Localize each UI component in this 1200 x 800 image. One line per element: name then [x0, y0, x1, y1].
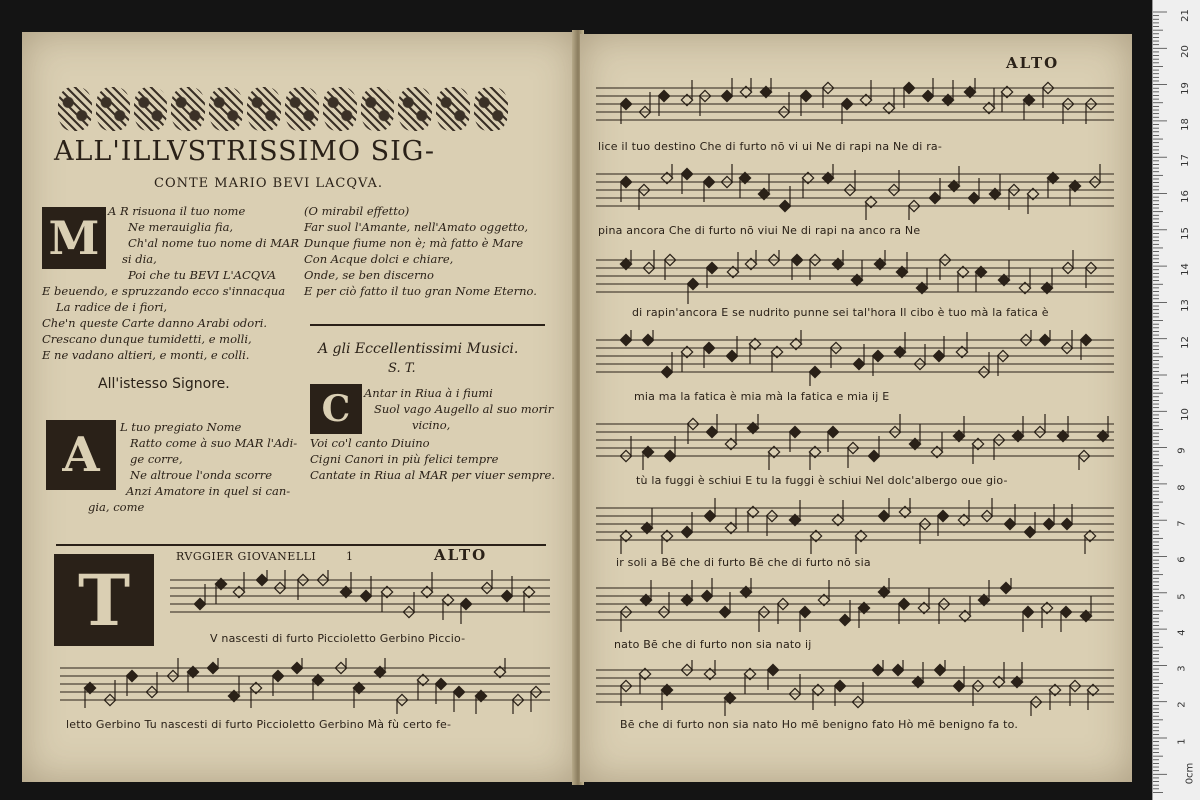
note-head	[706, 426, 717, 437]
poem-line: Crescano dunque tumidetti, e molli,	[42, 332, 252, 346]
poem-line: Ch'al nome tuo nome di MAR	[128, 236, 299, 250]
note-head	[903, 82, 914, 93]
note-head	[934, 664, 945, 675]
note-head	[681, 168, 692, 179]
ruler-label: 10	[1179, 408, 1191, 421]
note-head	[256, 574, 267, 585]
poem-line: (O mirabil effetto)	[304, 204, 410, 218]
lyric-line: tù la fuggi è schiui E tu la fuggi è schiui Nel dolc'albergo oue gio-	[636, 474, 1008, 487]
note-head	[1022, 606, 1033, 617]
note-head	[194, 598, 205, 609]
piece-number: 1	[346, 550, 353, 563]
lyric-line: pina ancora Che di furto nō viui Ne di rapi na anco ra Ne	[598, 224, 921, 237]
ornamental-border	[58, 87, 508, 131]
poem-line: E per ciò fatto il tuo gran Nome Eterno.	[304, 284, 537, 298]
note-head	[1061, 518, 1072, 529]
note-head	[1000, 582, 1011, 593]
note-head	[853, 358, 864, 369]
note-head	[706, 262, 717, 273]
note-head	[620, 334, 631, 345]
note-head	[207, 662, 218, 673]
poem-line: Ne merauiglia fia,	[128, 220, 234, 234]
note-head	[767, 664, 778, 675]
note-head	[933, 350, 944, 361]
lyric-line: V nascesti di furto Piccioletto Gerbino Piccio-	[210, 632, 466, 645]
dropcap-a: A	[46, 420, 116, 490]
lyric-line: letto Gerbino Tu nascesti di furto Piccioletto Gerbino Mà fù certo fe-	[66, 718, 452, 731]
voice-part-label: ALTO	[434, 546, 488, 564]
ruler-label: 18	[1179, 118, 1191, 131]
ruler-label: 0cm	[1184, 762, 1196, 785]
ruler-label: 20	[1179, 45, 1191, 58]
ruler-label: 4	[1176, 629, 1188, 636]
note-head	[703, 176, 714, 187]
note-head	[892, 664, 903, 675]
section-3-subtitle: S. T.	[388, 361, 416, 376]
poem-line: Suol vago Augello al suo morir	[374, 402, 554, 416]
poem-line: E beuendo, e spruzzando ecco s'innacqua	[42, 284, 286, 298]
note-head	[658, 90, 669, 101]
note-head	[922, 90, 933, 101]
note-head	[291, 662, 302, 673]
ruler-label: 16	[1179, 190, 1191, 203]
ruler-label: 19	[1179, 82, 1191, 95]
note-head	[878, 510, 889, 521]
poem-line: ge corre,	[130, 452, 183, 466]
note-head	[872, 350, 883, 361]
poem-line: vicino,	[412, 418, 451, 432]
poem-line: L tuo pregiato Nome	[120, 420, 242, 434]
music-staff	[596, 578, 1114, 634]
music-staff	[170, 570, 550, 626]
note-head	[809, 366, 820, 377]
music-staff	[596, 164, 1114, 220]
poem-line: Ne altroue l'onda scorre	[130, 468, 273, 482]
note-head	[453, 686, 464, 697]
ruler-label: 8	[1176, 484, 1188, 491]
ruler-label: 14	[1179, 263, 1191, 276]
note-head	[779, 200, 790, 211]
note-head	[872, 664, 883, 675]
dedication-subtitle: CONTE MARIO BEVI LACQVA.	[154, 176, 384, 191]
section-3-title: A gli Eccellentissimi Musici.	[318, 341, 519, 357]
note-head	[1004, 518, 1015, 529]
note-head	[1060, 606, 1071, 617]
note-head	[701, 590, 712, 601]
poem-line: Poi che tu BEVI L'ACQVA	[128, 268, 277, 282]
poem-line: Dunque fiume non è; mà fatto è Mare	[304, 236, 524, 250]
lyric-line: lice il tuo destino Che di furto nō vi ui Ne di rapi na Ne di ra-	[598, 140, 943, 153]
dropcap-t: T	[54, 554, 154, 646]
note-head	[704, 510, 715, 521]
music-staff	[596, 78, 1114, 134]
note-head	[1024, 526, 1035, 537]
music-staff	[596, 250, 1114, 306]
note-head	[642, 334, 653, 345]
ruler-label: 21	[1179, 9, 1191, 22]
section-divider	[310, 324, 545, 326]
poem-line: Cigni Canori in più felici tempre	[310, 452, 499, 466]
note-head	[1043, 518, 1054, 529]
note-head	[953, 680, 964, 691]
music-staff	[596, 330, 1114, 386]
ruler-label: 15	[1179, 227, 1191, 240]
note-head	[620, 176, 631, 187]
poem-line: A R risuona il tuo nome	[108, 204, 246, 218]
dedication-title: ALL'ILLVSTRISSIMO SIG-	[54, 136, 436, 167]
music-staff	[596, 414, 1114, 470]
ruler-label: 3	[1176, 665, 1188, 672]
poem-line: Anzi Amatore in quel si can-	[126, 484, 291, 498]
note-head	[126, 670, 137, 681]
poem-line: La radice de i fiori,	[56, 300, 168, 314]
voice-part-label: ALTO	[1006, 54, 1060, 72]
note-head	[898, 598, 909, 609]
note-head	[272, 670, 283, 681]
poem-line: Onde, se ben discerno	[304, 268, 434, 282]
note-head	[703, 342, 714, 353]
poem-line: Ratto come à suo MAR l'Adi-	[130, 436, 298, 450]
ruler-label: 2	[1176, 701, 1188, 708]
music-staff	[596, 660, 1114, 716]
note-head	[664, 450, 675, 461]
ruler-label: 9	[1176, 447, 1188, 454]
note-head	[661, 366, 672, 377]
note-head	[800, 90, 811, 101]
right-page	[580, 34, 1132, 782]
poem-line: Con Acque dolci e chiare,	[304, 252, 454, 266]
poem-line: gia, come	[88, 500, 145, 514]
ruler-ticks	[1153, 0, 1200, 800]
note-head	[841, 98, 852, 109]
note-head	[435, 678, 446, 689]
poem-line: Cantate in Riua al MAR per viuer sempre.	[310, 468, 555, 482]
note-head	[839, 614, 850, 625]
poem-line: E ne vadano altieri, e monti, e colli.	[42, 348, 250, 362]
note-head	[929, 192, 940, 203]
lyric-line: di rapin'ancora E se nudrito punne sei tal'hora Il cibo è tuo mà la fatica è	[632, 306, 1049, 319]
lyric-line: nato Bē che di furto non sia nato ij	[614, 638, 812, 651]
left-page	[22, 32, 577, 782]
ruler-label: 6	[1176, 556, 1188, 563]
note-head	[827, 426, 838, 437]
poem-line: Voi co'l canto Diuino	[310, 436, 430, 450]
note-head	[501, 590, 512, 601]
dropcap-m: M	[42, 207, 106, 269]
poem-line: Antar in Riua à i fiumi	[364, 386, 493, 400]
ruler-label: 13	[1179, 299, 1191, 312]
poem-line: Che'n queste Carte danno Arabi odori.	[42, 316, 268, 330]
ruler-label: 11	[1179, 372, 1191, 385]
note-head	[460, 598, 471, 609]
ruler-label: 17	[1179, 154, 1191, 167]
ruler-label: 7	[1176, 520, 1188, 527]
lyric-line: Bē che di furto non sia nato Ho mē benigno fato Hò mē benigno fa to.	[620, 718, 1019, 731]
dropcap-c: C	[310, 384, 362, 434]
composer-name: RVGGIER GIOVANELLI	[176, 550, 317, 563]
ruler-label: 12	[1179, 336, 1191, 349]
measurement-ruler	[1152, 0, 1200, 800]
section-2-title: All'istesso Signore.	[98, 376, 230, 392]
lyric-line: mia ma la fatica è mia mà la fatica e mia ij E	[634, 390, 890, 403]
note-head	[620, 98, 631, 109]
music-staff	[596, 498, 1114, 554]
note-head	[789, 426, 800, 437]
note-head	[968, 192, 979, 203]
note-head	[360, 590, 371, 601]
lyric-line: ir soli a Bē che di furto Bē che di furto nō sia	[616, 556, 871, 569]
note-head	[791, 254, 802, 265]
note-head	[687, 278, 698, 289]
note-head	[1039, 334, 1050, 345]
note-head	[721, 90, 732, 101]
note-head	[799, 606, 810, 617]
ruler-label: 5	[1176, 593, 1188, 600]
note-head	[937, 510, 948, 521]
note-head	[1080, 334, 1091, 345]
poem-line: Far suol l'Amante, nell'Amato oggetto,	[304, 220, 529, 234]
ruler-label: 1	[1176, 738, 1188, 745]
note-head	[834, 680, 845, 691]
music-staff	[60, 658, 550, 714]
note-head	[868, 450, 879, 461]
note-head	[681, 526, 692, 537]
note-head	[726, 350, 737, 361]
poem-line: si dia,	[122, 252, 157, 266]
note-head	[719, 606, 730, 617]
